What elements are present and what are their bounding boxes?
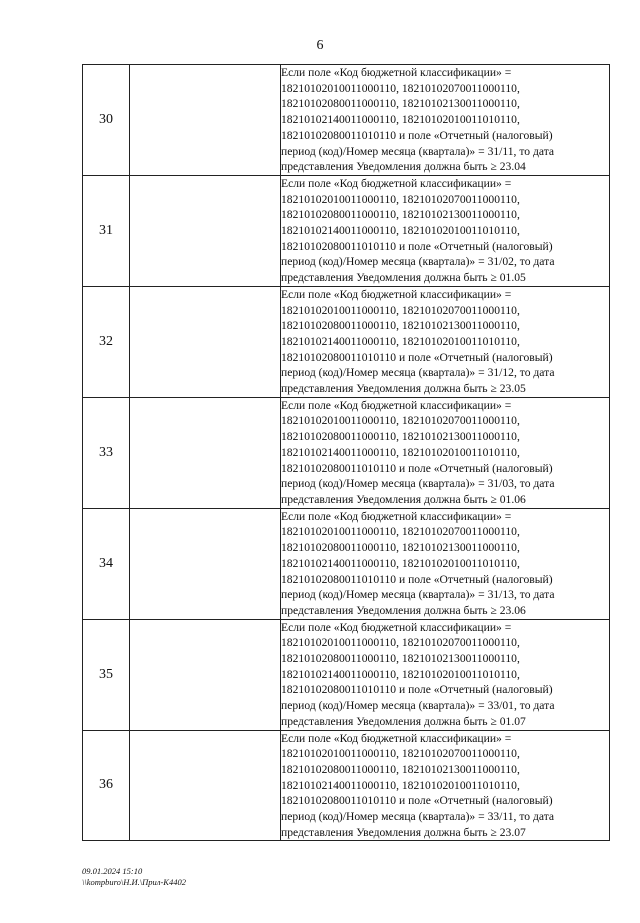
condition-line: 18210102010011000110, 18210102070011000110, bbox=[281, 303, 520, 317]
table-row bbox=[83, 508, 610, 619]
condition-line: 18210102010011000110, 18210102070011000110, bbox=[281, 192, 520, 206]
condition-cell bbox=[281, 619, 610, 730]
empty-cell bbox=[130, 286, 281, 397]
row-number: 31 bbox=[83, 175, 130, 286]
condition-line: период (код)/Номер месяца (квартала)» = 31/02, то дата bbox=[281, 255, 555, 269]
row-number: 34 bbox=[83, 508, 130, 619]
condition-cell bbox=[281, 508, 610, 619]
condition-line: 18210102080011000110, 18210102130011000110, bbox=[281, 319, 520, 333]
condition-line: период (код)/Номер месяца (квартала)» = 33/11, то дата bbox=[281, 810, 555, 824]
condition-line: период (код)/Номер месяца (квартала)» = 31/03, то дата bbox=[281, 477, 555, 491]
condition-line: 18210102080011000110, 18210102130011000110, bbox=[281, 430, 520, 444]
condition-line: Если поле «Код бюджетной классификации» = bbox=[281, 398, 512, 412]
condition-line: 18210102080011010110 и поле «Отчетный (налоговый) bbox=[281, 350, 553, 364]
condition-cell bbox=[281, 65, 610, 176]
condition-line: 18210102080011000110, 18210102130011000110, bbox=[281, 762, 520, 776]
condition-line: 18210102080011010110 и поле «Отчетный (налоговый) bbox=[281, 128, 553, 142]
document-footer bbox=[82, 866, 186, 888]
condition-line: 18210102080011000110, 18210102130011000110, bbox=[281, 541, 520, 555]
condition-line: 18210102010011000110, 18210102070011000110, bbox=[281, 81, 520, 95]
condition-line: 18210102080011000110, 18210102130011000110, bbox=[281, 652, 520, 666]
condition-line: 18210102080011000110, 18210102130011000110, bbox=[281, 208, 520, 222]
table-row bbox=[83, 175, 610, 286]
table-row bbox=[83, 730, 610, 841]
condition-line: представления Уведомления должна быть ≥ 23.04 bbox=[281, 160, 526, 174]
condition-line: Если поле «Код бюджетной классификации» = bbox=[281, 176, 512, 190]
condition-line: 18210102080011010110 и поле «Отчетный (налоговый) bbox=[281, 794, 553, 808]
row-number: 36 bbox=[83, 730, 130, 841]
condition-line: 18210102140011000110, 18210102010011010110, bbox=[281, 445, 520, 459]
empty-cell bbox=[130, 175, 281, 286]
row-number: 32 bbox=[83, 286, 130, 397]
condition-line: 18210102080011010110 и поле «Отчетный (налоговый) bbox=[281, 461, 553, 475]
page-number: 6 bbox=[316, 38, 324, 53]
condition-line: 18210102010011000110, 18210102070011000110, bbox=[281, 747, 520, 761]
condition-line: 18210102140011000110, 18210102010011010110, bbox=[281, 778, 520, 792]
empty-cell bbox=[130, 397, 281, 508]
condition-line: представления Уведомления должна быть ≥ 23.05 bbox=[281, 382, 526, 396]
empty-cell bbox=[130, 65, 281, 176]
condition-cell bbox=[281, 397, 610, 508]
condition-line: 18210102080011010110 и поле «Отчетный (налоговый) bbox=[281, 683, 553, 697]
condition-line: представления Уведомления должна быть ≥ 23.07 bbox=[281, 825, 526, 839]
condition-line: 18210102080011010110 и поле «Отчетный (налоговый) bbox=[281, 572, 553, 586]
condition-line: период (код)/Номер месяца (квартала)» = 33/01, то дата bbox=[281, 699, 555, 713]
condition-line: 18210102140011000110, 18210102010011010110, bbox=[281, 334, 520, 348]
table-row bbox=[83, 65, 610, 176]
row-number: 35 bbox=[83, 619, 130, 730]
condition-line: Если поле «Код бюджетной классификации» = bbox=[281, 287, 512, 301]
validation-rules-table bbox=[82, 64, 610, 841]
rules-table-body bbox=[83, 65, 610, 841]
condition-line: Если поле «Код бюджетной классификации» = bbox=[281, 731, 512, 745]
condition-line: период (код)/Номер месяца (квартала)» = 31/13, то дата bbox=[281, 588, 555, 602]
condition-line: 18210102010011000110, 18210102070011000110, bbox=[281, 414, 520, 428]
condition-line: 18210102140011000110, 18210102010011010110, bbox=[281, 113, 520, 127]
footer-date: 09.01.2024 15:10 bbox=[82, 866, 143, 876]
condition-line: представления Уведомления должна быть ≥ 01.07 bbox=[281, 714, 526, 728]
condition-cell bbox=[281, 286, 610, 397]
condition-cell bbox=[281, 730, 610, 841]
condition-line: период (код)/Номер месяца (квартала)» = 31/12, то дата bbox=[281, 366, 555, 380]
empty-cell bbox=[130, 619, 281, 730]
condition-line: 18210102140011000110, 18210102010011010110, bbox=[281, 556, 520, 570]
row-number: 30 bbox=[83, 65, 130, 176]
condition-line: представления Уведомления должна быть ≥ 01.06 bbox=[281, 492, 526, 506]
condition-line: представления Уведомления должна быть ≥ 01.05 bbox=[281, 271, 526, 285]
condition-line: Если поле «Код бюджетной классификации» = bbox=[281, 620, 512, 634]
condition-cell bbox=[281, 175, 610, 286]
condition-line: период (код)/Номер месяца (квартала)» = 31/11, то дата bbox=[281, 144, 555, 158]
condition-line: 18210102080011000110, 18210102130011000110, bbox=[281, 97, 520, 111]
condition-line: представления Уведомления должна быть ≥ 23.06 bbox=[281, 603, 526, 617]
condition-line: 18210102140011000110, 18210102010011010110, bbox=[281, 224, 520, 238]
table-row bbox=[83, 619, 610, 730]
table-row bbox=[83, 286, 610, 397]
condition-line: Если поле «Код бюджетной классификации» = bbox=[281, 66, 512, 79]
condition-line: 18210102010011000110, 18210102070011000110, bbox=[281, 636, 520, 650]
empty-cell bbox=[130, 508, 281, 619]
row-number: 33 bbox=[83, 397, 130, 508]
condition-line: 18210102140011000110, 18210102010011010110, bbox=[281, 667, 520, 681]
footer-file-path: \\kompburo\Н.И.\Прил-К4402 bbox=[82, 877, 186, 887]
condition-line: 18210102080011010110 и поле «Отчетный (налоговый) bbox=[281, 239, 553, 253]
condition-line: Если поле «Код бюджетной классификации» = bbox=[281, 509, 512, 523]
empty-cell bbox=[130, 730, 281, 841]
table-row bbox=[83, 397, 610, 508]
condition-line: 18210102010011000110, 18210102070011000110, bbox=[281, 525, 520, 539]
